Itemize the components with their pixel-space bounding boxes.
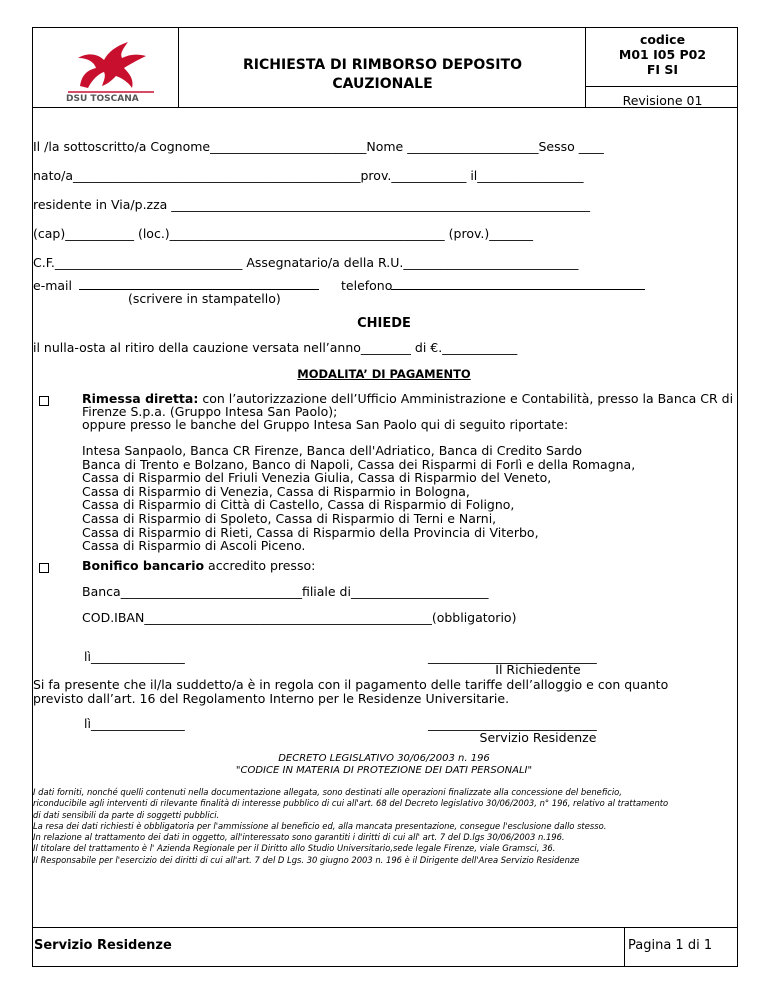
- request-heading: CHIEDE: [357, 316, 411, 331]
- bank-field-line[interactable]: Banca_____________________________filiale di______________________: [82, 584, 489, 599]
- signature-label-applicant: Il Richiedente: [495, 662, 581, 677]
- pegasus-icon: [58, 34, 158, 94]
- place-date-1[interactable]: lì_______________: [84, 649, 185, 664]
- bank-list-item: Cassa di Risparmio di Città di Castello, Cassa di Risparmio di Foligno,: [82, 497, 515, 513]
- bank-list-item: Cassa di Risparmio di Spoleto, Cassa di Risparmio di Terni e Narni,: [82, 510, 497, 526]
- bank-list-item: Cassa di Risparmio di Ascoli Piceno.: [82, 538, 306, 554]
- statement-line-2: previsto dall’art. 16 del Regolamento Interno per le Residenze Universitarie.: [33, 691, 510, 706]
- email-label: e-mail: [33, 278, 72, 293]
- option-direct-label: Rimessa diretta:: [82, 391, 199, 406]
- bank-list-item: Intesa Sanpaolo, Banca CR Firenze, Banca dell'Adriatico, Banca di Credito Sardo: [82, 443, 583, 458]
- document-code: [587, 32, 738, 77]
- form-line-cf[interactable]: C.F.______________________________ Assegnatario/a della R.U.____________________________: [33, 255, 579, 270]
- page-title: [180, 56, 585, 94]
- title-line-2: CAUZIONALE: [332, 76, 433, 92]
- option-transfer-checkbox[interactable]: [39, 563, 49, 573]
- code-revision-divider: [585, 86, 738, 87]
- option-direct-line-b: Firenze S.p.a. (Gruppo Intesa San Paolo);: [82, 404, 338, 419]
- payment-heading: MODALITA’ DI PAGAMENTO: [297, 367, 471, 381]
- privacy-line: riconducibile agli interventi di rilevante finalità di interesse pubblico di cui all'art. 68 del Decreto legislativo 30/06/2003, n° 196, relativo al trattamento: [33, 798, 669, 809]
- iban-field-line[interactable]: COD.IBAN______________________________________________(obbligatorio): [82, 610, 517, 625]
- option-transfer-text: accredito presso:: [204, 558, 316, 573]
- privacy-line: Il Responsabile per l'esercizio dei diritti di cui all'art. 7 del D Lgs. 30 giugno 2003 n. 196 è il Dirigente dell'Area Servizio Residenze: [33, 854, 580, 865]
- signature-line-applicant[interactable]: ___________________________: [428, 649, 597, 664]
- option-transfer-label: Bonifico bancario: [82, 558, 205, 573]
- statement-line-1: Si fa presente che il/la suddetto/a è in regola con il pagamento delle tariffe dell’alloggio e con quanto: [33, 677, 669, 692]
- decree-line-1: DECRETO LEGISLATIVO 30/06/2003 n. 196: [278, 753, 490, 764]
- code-value: M01 I05 P02: [618, 47, 707, 62]
- header-divider-left: [178, 27, 179, 107]
- signature-label-office: Servizio Residenze: [479, 730, 597, 745]
- title-line-1: RICHIESTA DI RIMBORSO DEPOSITO: [243, 57, 522, 73]
- bank-list-item: Banca di Trento e Bolzano, Banco di Napoli, Cassa dei Risparmi di Forlì e della Romagna,: [82, 456, 636, 472]
- form-line-name[interactable]: Il /la sottoscritto/a Cognome_________________________Nome _____________________Sesso ____: [33, 139, 604, 154]
- footer-divider: [624, 927, 625, 967]
- option-transfer-line: [82, 559, 315, 573]
- option-direct-checkbox[interactable]: [39, 396, 49, 406]
- request-text[interactable]: il nulla-osta al ritiro della cauzione versata nell’anno________ di €.____________: [33, 340, 518, 355]
- header-divider-right: [585, 27, 586, 107]
- email-field[interactable]: [79, 289, 319, 290]
- bank-list-item: Cassa di Risparmio di Venezia, Cassa di Risparmio in Bologna,: [82, 483, 470, 499]
- option-direct-text: con l’autorizzazione dell’Ufficio Amministrazione e Contabilità, presso la Banca CR di: [198, 391, 734, 406]
- bank-list-item: Cassa di Risparmio di Rieti, Cassa di Risparmio della Provincia di Viterbo,: [82, 524, 539, 540]
- signature-line-office[interactable]: ___________________________: [428, 716, 597, 731]
- footer-page-number: Pagina 1 di 1: [628, 938, 713, 953]
- code-suffix: FI SI: [646, 62, 679, 77]
- code-label: codice: [639, 32, 686, 47]
- privacy-line: In relazione al trattamento dei dati in oggetto, all'interessato sono garantiti i diritti di cui all' art. 7 del D.lgs 30/06/2003 n.196.: [33, 832, 565, 843]
- phone-field[interactable]: [391, 289, 645, 290]
- dsu-logo: [58, 34, 158, 106]
- logo-text: DSU TOSCANA: [66, 94, 139, 104]
- bank-list: [82, 444, 635, 553]
- footer-department: Servizio Residenze: [34, 938, 172, 953]
- option-direct-line-c: oppure presso le banche del Gruppo Intesa San Paolo qui di seguito riportate:: [82, 417, 569, 432]
- privacy-line: La resa dei dati richiesti è obbligatoria per l'ammissione al beneficio ed, alla mancata presentazione, consegue l'esclusione dallo stesso.: [33, 820, 607, 831]
- privacy-line: I dati forniti, nonché quelli contenuti nella documentazione allegata, sono destinati alle operazioni finalizzate alla concessione del beneficio,: [33, 787, 622, 797]
- email-note: (scrivere in stampatello): [128, 291, 281, 306]
- bank-list-item: Cassa di Risparmio del Friuli Venezia Giulia, Cassa di Risparmio del Veneto,: [82, 470, 552, 486]
- privacy-line: Il titolare del trattamento è l' Azienda Regionale per il Diritto allo Studio Universitario,sede legale Firenze, viale Gramsci, 36.: [33, 843, 556, 854]
- decree-heading: [0, 753, 768, 777]
- privacy-notice: [33, 787, 668, 866]
- privacy-line: di dati sensibili da parte di soggetti pubblici.: [33, 809, 220, 820]
- decree-line-2: "CODICE IN MATERIA DI PROTEZIONE DEI DATI PERSONALI": [235, 765, 533, 776]
- form-line-city[interactable]: (cap)___________ (loc.)____________________________________________ (prov.)_______: [33, 226, 533, 241]
- form-line-address[interactable]: residente in Via/p.zza ___________________________________________________________________: [33, 197, 591, 212]
- place-date-2[interactable]: lì_______________: [84, 716, 185, 731]
- form-line-birth[interactable]: nato/a______________________________________________prov.____________ il_________________: [33, 168, 584, 183]
- footer-rule: [32, 927, 738, 928]
- revision-label: Revisione 01: [622, 93, 703, 108]
- phone-label: telefono: [341, 278, 393, 293]
